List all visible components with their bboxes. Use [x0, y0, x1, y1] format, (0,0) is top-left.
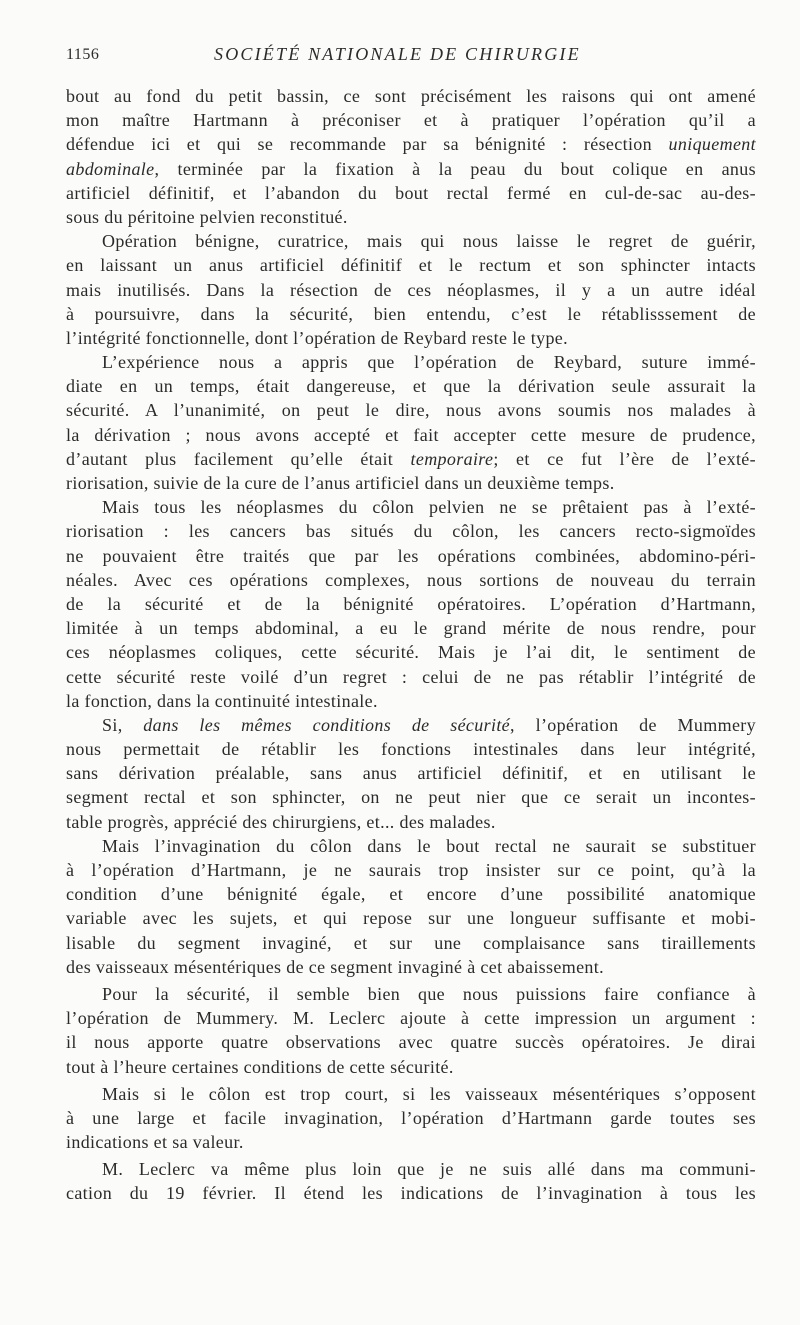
- text-line: ces néoplasmes coliques, cette sécurité. Mais je l’ai dit, le sentiment de: [66, 642, 756, 663]
- text-line: néales. Avec ces opérations complexes, nous sortions de nouveau du terrain: [66, 569, 756, 590]
- text-line: abdominale, terminée par la fixation à la peau du bout colique en anus: [66, 158, 756, 179]
- text-line: nous permettait de rétablir les fonctions intestinales dans leur intégrité,: [66, 739, 756, 760]
- text-line: sans dérivation préalable, sans anus artificiel définitif, et en utilisant le: [66, 763, 756, 784]
- text-line: Mais tous les néoplasmes du côlon pelvien ne se prêtaient pas à l’exté-: [102, 497, 756, 518]
- text-line: cette sécurité reste voilé d’un regret : celui de ne pas rétablir l’intégrité de: [66, 666, 756, 687]
- text-line: riorisation, suivie de la cure de l’anus artificiel dans un deuxième temps.: [66, 473, 615, 493]
- text-line: Pour la sécurité, il semble bien que nous puissions faire confiance à: [102, 983, 756, 1004]
- text-line: diate en un temps, était dangereuse, et que la dérivation seule assurait la: [66, 376, 756, 397]
- text-line: cation du 19 février. Il étend les indications de l’invagination à tous les: [66, 1183, 756, 1204]
- text-line: à poursuivre, dans la sécurité, bien entendu, c’est le rétablisssement de: [66, 303, 756, 324]
- text-line: lisable du segment invaginé, et sur une complaisance sans tiraillements: [66, 932, 756, 953]
- text-line: la dérivation ; nous avons accepté et fait accepter cette mesure de prudence,: [66, 424, 756, 445]
- text-line: des vaisseaux mésentériques de ce segment invaginé à cet abaissement.: [66, 956, 604, 977]
- text-line: tout à l’heure certaines conditions de cette sécurité.: [66, 1056, 454, 1077]
- text-line: bout au fond du petit bassin, ce sont précisément les raisons qui ont amené: [66, 86, 756, 106]
- body-text: [66, 84, 756, 1206]
- text-line: à une large et facile invagination, l’opération d’Hartmann garde toutes ses: [66, 1107, 756, 1128]
- text-line: table progrès, apprécié des chirurgiens, et... des malades.: [66, 811, 496, 832]
- text-line: indications et sa valeur.: [66, 1132, 244, 1153]
- text-line: mon maître Hartmann à préconiser et à pratiquer l’opération qu’il a: [66, 110, 756, 131]
- text-line: artificiel définitif, et l’abandon du bout rectal fermé en cul-de-sac au-des-: [66, 182, 756, 203]
- text-line: la fonction, dans la continuité intestinale.: [66, 690, 378, 711]
- text-line: défendue ici et qui se recommande par sa bénignité : résection uniquement: [66, 134, 756, 155]
- text-line: variable avec les sujets, et qui repose sur une longueur suffisante et mobi-: [66, 908, 756, 929]
- text-line: il nous apporte quatre observations avec quatre succès opératoires. Je dirai: [66, 1032, 756, 1053]
- text-line: sous du péritoine pelvien reconstitué.: [66, 206, 348, 227]
- text-line: de la sécurité et de la bénignité opératoires. L’opération d’Hartmann,: [66, 593, 756, 614]
- text-line: riorisation : les cancers bas situés du côlon, les cancers recto-sigmoïdes: [66, 521, 756, 542]
- text-line: l’intégrité fonctionnelle, dont l’opération de Reybard reste le type.: [66, 327, 568, 348]
- text-line: ne pouvaient être traités que par les opérations combinées, abdomino-péri-: [66, 545, 756, 566]
- text-line: limitée à un temps abdominal, a eu le grand mérite de nous rendre, pour: [66, 618, 756, 639]
- text-line: Mais l’invagination du côlon dans le bout rectal ne saurait se substituer: [102, 835, 756, 856]
- text-line: en laissant un anus artificiel définitif et le rectum et son sphincter intacts: [66, 255, 756, 276]
- page-number: 1156: [66, 46, 100, 63]
- text-line: segment rectal et son sphincter, on ne peut nier que ce serait un incontes-: [66, 787, 756, 808]
- text-line: Si, dans les mêmes conditions de sécurité, l’opération de Mummery: [102, 714, 756, 735]
- text-line: d’autant plus facilement qu’elle était temporaire; et ce fut l’ère de l’exté-: [66, 448, 756, 469]
- text-line: L’expérience nous a appris que l’opération de Reybard, suture immé-: [102, 352, 756, 373]
- text-line: l’opération de Mummery. M. Leclerc ajoute à cette impression un argument :: [66, 1008, 756, 1029]
- text-line: sécurité. A l’unanimité, on peut le dire, nous avons soumis nos malades à: [66, 400, 756, 421]
- text-line: Opération bénigne, curatrice, mais qui nous laisse le regret de guérir,: [102, 231, 756, 252]
- running-head: SOCIÉTÉ NATIONALE DE CHIRURGIE: [214, 44, 581, 64]
- text-line: mais inutilisés. Dans la résection de ces néoplasmes, il y a un autre idéal: [66, 279, 756, 300]
- text-line: condition d’une bénignité égale, et encore d’une possibilité anatomique: [66, 884, 756, 905]
- text-line: à l’opération d’Hartmann, je ne saurais trop insister sur ce point, qu’à la: [66, 860, 756, 880]
- page-header: [66, 44, 756, 68]
- text-line: Mais si le côlon est trop court, si les vaisseaux mésentériques s’opposent: [102, 1083, 756, 1104]
- text-line: M. Leclerc va même plus loin que je ne suis allé dans ma communi-: [102, 1159, 756, 1180]
